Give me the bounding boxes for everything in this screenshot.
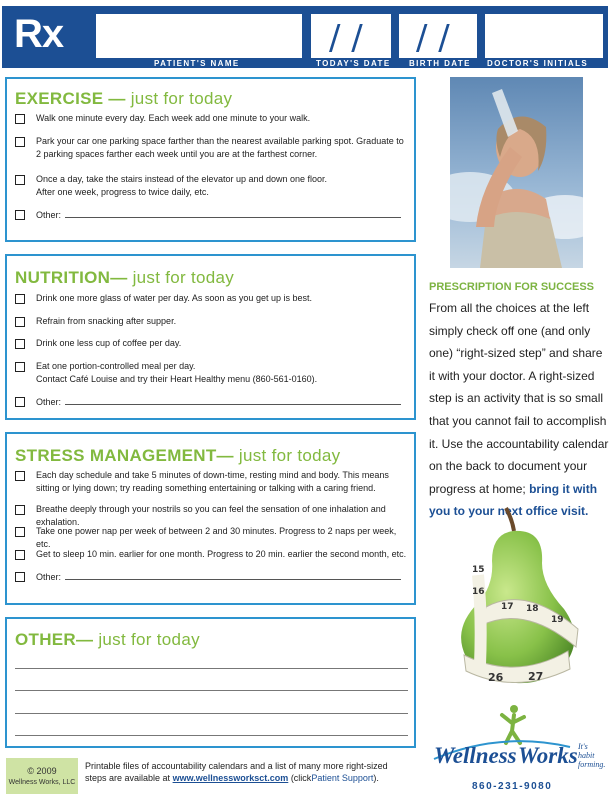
logo-word-wellness: Wellness [434,743,517,768]
logo-word-works: Works [518,743,578,768]
logo-tagline: habit [578,751,595,760]
tape-number: 15 [472,565,485,575]
stress-item[interactable]: Each day schedule and take 5 minutes of down-time, resting mind and body. This means sitting or lying down; try reading something entertaining or talking with a caring friend. [15,469,408,495]
checkbox[interactable] [15,572,25,582]
todays-date-label: TODAY'S DATE [316,59,391,68]
logo-tagline: forming. [578,760,606,769]
write-line[interactable] [15,735,408,736]
nutrition-item[interactable]: Refrain from snacking after supper. [15,315,408,328]
prescription-title: PRESCRIPTION FOR SUCCESS [429,281,595,293]
checkbox[interactable] [15,137,25,147]
prescription-body: From all the choices at the left simply check off one (and only one) “right-sized step” and share it with your doctor. A right-sized step is an activity that is so small that you cannot fail to accomplish it. Use the accountability calendar on the back to document your progress at home; bring it with you to your next office visit. [429,301,609,519]
prescription-highlight: bring it with you to your next office visit. [429,481,598,519]
exercise-other[interactable]: Other: [15,208,408,222]
footer-text: Printable files of accountability calendars and a list of many more right-sized steps are available at www.wellnessworksct.com (clickPatient Support). [85,761,388,783]
exercise-item[interactable]: Once a day, take the stairs instead of the elevator up and down one floor. After one week, progress to twice daily, etc. [15,173,408,199]
checkbox[interactable] [15,317,25,327]
checkbox[interactable] [15,505,25,515]
checkbox[interactable] [15,294,25,304]
stress-other[interactable]: Other: [15,570,408,584]
tape-number: 27 [528,670,544,683]
other-write-line[interactable] [65,208,401,218]
tape-number: 18 [526,604,539,614]
other-title: OTHER— just for today [15,630,200,649]
tape-number: 16 [472,587,485,597]
checkbox[interactable] [15,550,25,560]
tape-number: 17 [501,602,514,612]
checkbox[interactable] [15,397,25,407]
write-line[interactable] [15,713,408,714]
wellness-works-logo [430,703,610,798]
nutrition-section [5,254,416,420]
doctors-initials-label: DOCTOR'S INITIALS [487,59,589,68]
website-link[interactable]: www.wellnessworksct.com [172,773,289,783]
birth-date-label: BIRTH DATE [409,59,471,68]
patient-name-label: PATIENT'S NAME [154,59,240,68]
doctors-initials-field[interactable] [485,14,603,58]
header-bar [2,6,608,68]
patient-name-field[interactable] [96,14,302,58]
logo-tagline: It's [578,742,588,751]
write-line[interactable] [15,690,408,691]
nutrition-other[interactable]: Other: [15,395,408,409]
date-slashes: / / [416,18,450,58]
patient-support-link[interactable]: Patient Support [311,773,374,783]
checkbox[interactable] [15,471,25,481]
rx-logo: Rx [14,12,64,56]
nutrition-item[interactable]: Drink one more glass of water per day. As soon as you get up is best. [15,292,408,305]
checkbox[interactable] [15,362,25,372]
other-write-line[interactable] [65,395,401,405]
write-line[interactable] [15,668,408,669]
tape-number: 26 [488,671,504,684]
woman-drinking-water-photo [450,77,583,268]
stress-item[interactable]: Get to sleep 10 min. earlier for one month. Progress to 20 min. earlier the second month, etc. [15,548,408,561]
tape-number: 19 [551,615,564,625]
date-slashes: / / [329,18,363,58]
logo-phone: 860-231-9080 [472,781,553,792]
checkbox[interactable] [15,114,25,124]
birth-date-field[interactable] [399,14,477,58]
nutrition-title: NUTRITION— just for today [15,268,235,287]
exercise-title: EXERCISE — just for today [15,89,233,108]
stress-item[interactable]: Breathe deeply through your nostrils so you can feel the sensation of one inhalation and exhalation. [15,503,408,529]
stress-title: STRESS MANAGEMENT— just for today [15,446,341,465]
checkbox[interactable] [15,339,25,349]
exercise-item[interactable]: Park your car one parking space farther than the nearest available parking spot. Graduate to 2 parking spaces farther each week until you are at the farthest corner. [15,135,408,161]
nutrition-item[interactable]: Eat one portion-controlled meal per day. Contact Café Louise and try their Heart Healthy menu (860-561-0160). [15,360,408,386]
checkbox[interactable] [15,175,25,185]
checkbox[interactable] [15,210,25,220]
todays-date-field[interactable] [311,14,391,58]
exercise-section [5,77,416,242]
pear-measuring-tape-image [456,505,586,690]
other-section [5,617,416,748]
other-write-line[interactable] [65,570,401,580]
exercise-item[interactable]: Walk one minute every day. Each week add one minute to your walk. [15,112,408,125]
stress-section [5,432,416,605]
checkbox[interactable] [15,527,25,537]
nutrition-item[interactable]: Drink one less cup of coffee per day. [15,337,408,350]
stress-item[interactable]: Take one power nap per week of between 2 and 30 minutes. Progress to 2 naps per week, etc. [15,525,408,551]
copyright-badge: © 2009 Wellness Works, LLC [6,758,78,794]
